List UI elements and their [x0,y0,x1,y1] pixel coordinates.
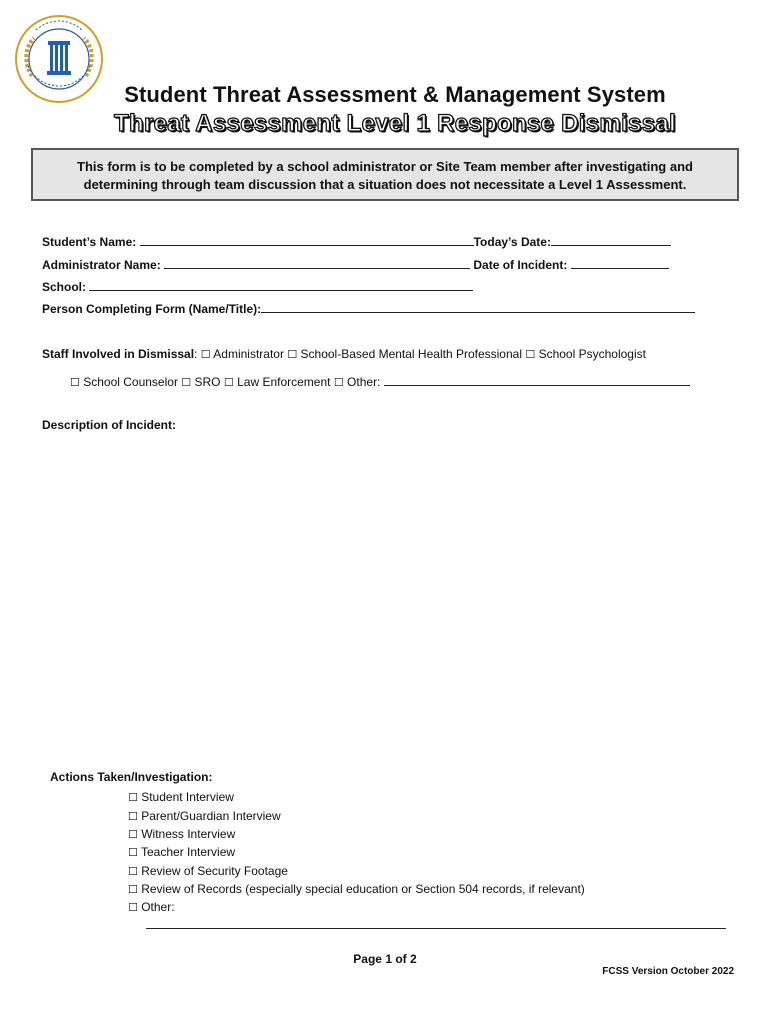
todays-date-field[interactable] [551,233,671,246]
staff-label: Staff Involved in Dismissal [42,347,195,361]
option-mental-health: School-Based Mental Health Professional [300,347,522,361]
person-completing-field[interactable] [261,300,695,313]
action-item [128,790,234,804]
page-current: 1 [385,952,392,966]
page-subtitle: Threat Assessment Level 1 Response Dismissal [114,110,676,137]
page-number [0,952,770,966]
admin-name-field[interactable] [164,256,470,269]
school-field[interactable] [89,278,473,291]
todays-date-label: Today’s Date: [473,235,551,249]
description-area[interactable] [42,438,732,758]
option-administrator: Administrator [213,347,284,361]
action-item [128,864,288,878]
action-item [128,809,281,823]
action-checkbox[interactable]: ☐ [128,810,138,823]
action-checkbox[interactable]: ☐ [128,883,138,896]
checkbox-law-enforcement[interactable]: ☐ [223,376,234,389]
checkbox-other[interactable]: ☐ [333,376,344,389]
action-label: Teacher Interview [141,845,236,859]
instructions-line-1: This form is to be completed by a school administrator or Site Team member after investigating and [77,159,693,174]
action-checkbox[interactable]: ☐ [128,865,138,878]
action-item [128,827,235,841]
person-completing-row [42,300,695,316]
actions-label: Actions Taken/Investigation: [50,770,213,784]
option-law-enforcement: Law Enforcement [237,375,331,389]
student-name-label: Student’s Name: [42,235,137,249]
school-label: School: [42,280,86,294]
checkbox-sro[interactable]: ☐ [181,376,192,389]
action-checkbox[interactable]: ☐ [128,828,138,841]
admin-name-row [42,256,669,272]
action-checkbox[interactable]: ☐ [128,846,138,859]
action-item [128,845,235,859]
version-label: FCSS Version October 2022 [602,966,734,977]
action-checkbox[interactable]: ☐ [128,901,138,914]
checkbox-administrator[interactable]: ☐ [200,348,211,361]
admin-name-label: Administrator Name: [42,258,161,272]
action-label: Review of Records (especially special education or Section 504 records, if relevant) [141,882,585,896]
school-row [42,278,473,294]
actions-other-field[interactable] [146,928,726,929]
description-label: Description of Incident: [42,418,177,432]
incident-date-field[interactable] [571,256,669,269]
action-item [128,900,175,914]
page-title: Student Threat Assessment & Management System [124,82,666,107]
person-completing-label: Person Completing Form (Name/Title): [42,302,262,316]
page-word: Page [353,952,382,966]
option-school-psychologist: School Psychologist [538,347,646,361]
incident-date-label: Date of Incident: [473,258,568,272]
instructions-box [31,148,739,201]
action-label: Parent/Guardian Interview [141,809,281,823]
student-name-row [42,233,671,249]
action-checkbox[interactable]: ☐ [128,791,138,804]
action-item [128,882,585,896]
student-name-field[interactable] [140,233,474,246]
instructions-line-2: determining through team discussion that a situation does not necessitate a Level 1 Assessment. [83,177,687,192]
option-school-counselor: School Counselor [83,375,178,389]
checkbox-school-counselor[interactable]: ☐ [70,376,80,389]
action-label: Witness Interview [141,827,236,841]
action-label: Review of Security Footage [141,864,288,878]
action-label: Other: [141,900,175,914]
staff-row-1 [42,347,646,361]
option-other: Other: [347,375,381,389]
action-label: Student Interview [141,790,234,804]
of-word: of [395,952,407,966]
staff-label-colon: : [194,347,198,361]
page-total: 2 [410,952,417,966]
checkbox-mental-health[interactable]: ☐ [287,348,298,361]
checkbox-school-psychologist[interactable]: ☐ [525,348,536,361]
staff-row-2 [70,373,690,389]
option-sro: SRO [194,375,221,389]
staff-other-field[interactable] [384,373,690,386]
